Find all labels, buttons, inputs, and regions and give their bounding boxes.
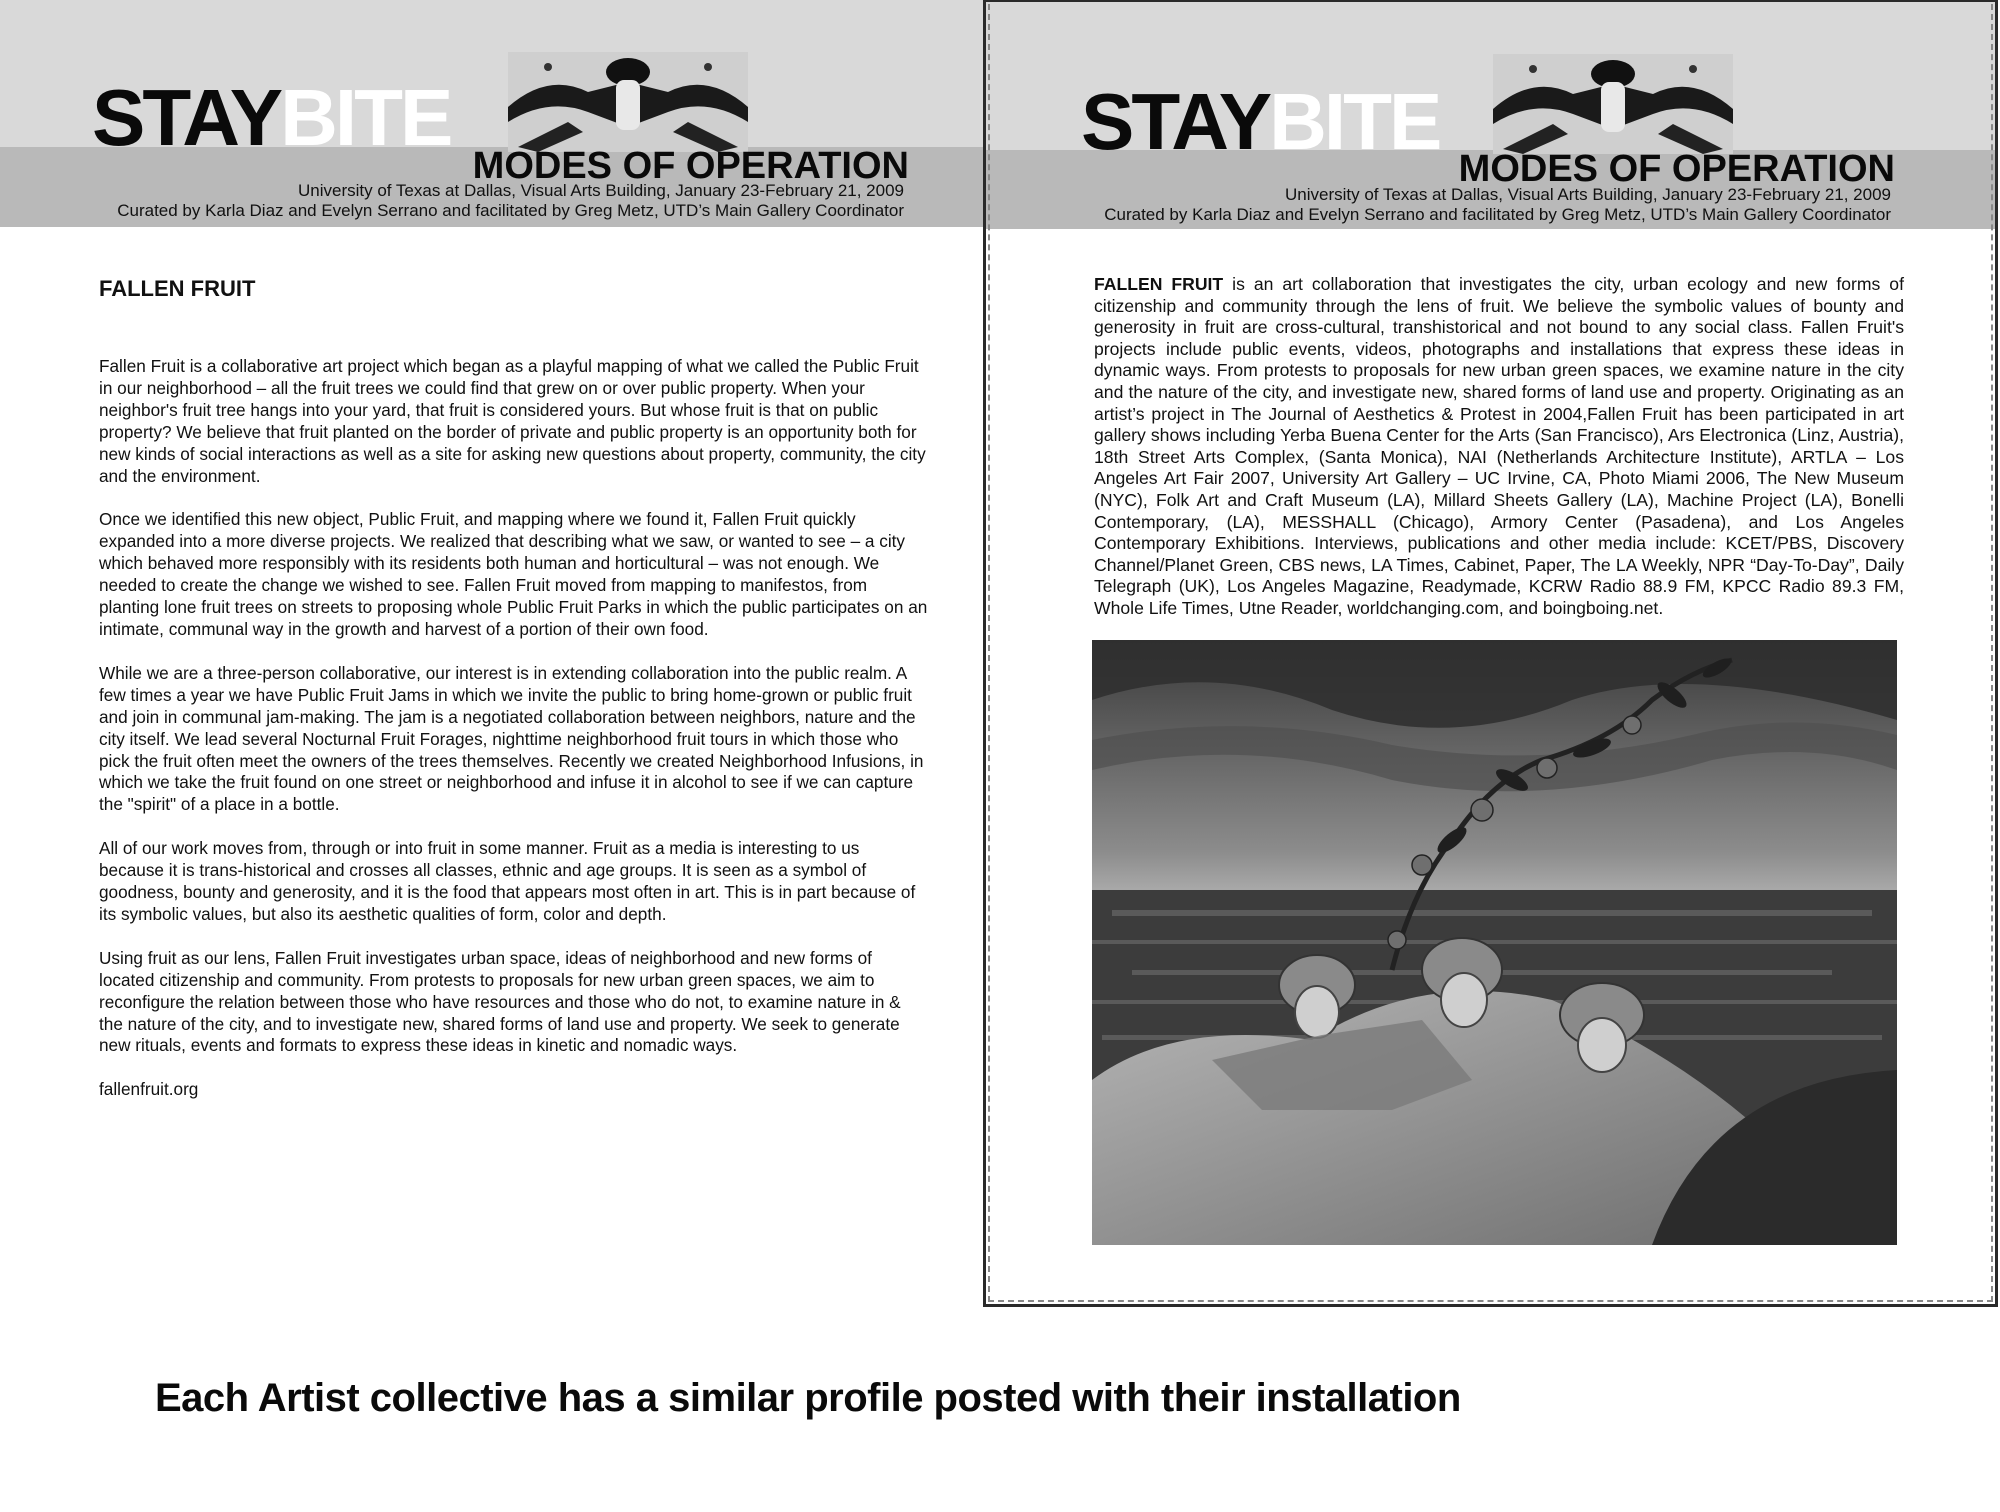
caption: Each Artist collective has a similar profile posted with their installation: [155, 1376, 1461, 1420]
profile-body: [99, 356, 929, 1123]
website-link: fallenfruit.org: [99, 1079, 199, 1100]
modes-title: MODES OF OPERATION: [472, 145, 909, 187]
soldiers-fruit-branch-photo: [1092, 640, 1897, 1245]
staybite-logo: STAYBITE: [92, 73, 451, 162]
profile-text: [1094, 274, 1904, 620]
page-header: [0, 0, 983, 227]
right-profile-page: [983, 0, 1998, 1307]
staybite-logo: STAYBITE: [1081, 77, 1440, 166]
page-header: [986, 2, 1995, 229]
left-profile-page: [0, 0, 983, 1300]
venue-line: University of Texas at Dallas, Visual Arts Building, January 23-February 21, 2009: [297, 181, 904, 200]
profile-lead: FALLEN FRUIT: [1094, 274, 1224, 294]
curators-line: Curated by Karla Diaz and Evelyn Serrano and facilitated by Greg Metz, UTD’s Main Gallery Coordinator: [1104, 205, 1891, 224]
paragraph: Fallen Fruit is a collaborative art project which began as a playful mapping of what we called the Public Fruit in our neighborhood – all the fruit trees we could find that grew on or over public property. When your neighbor's fruit tree hangs into your yard, that fruit is considered yours. But whose fruit is that on public property? We believe that fruit planted on the border of private and public property is an opportunity both for new kinds of social interactions as well as a site for asking new questions about property, community, the city and the environment.: [99, 356, 926, 486]
page-title: FALLEN FRUIT: [99, 276, 256, 301]
mirrored-figure-emblem-icon: [508, 52, 748, 152]
curators-line: Curated by Karla Diaz and Evelyn Serrano and facilitated by Greg Metz, UTD’s Main Gallery Coordinator: [117, 201, 904, 220]
mirrored-figure-emblem-icon: [1493, 54, 1733, 154]
paragraph: All of our work moves from, through or into fruit in some manner. Fruit as a media is interesting to us because it is trans-historical and crosses all classes, ethnic and age groups. It is seen as a symbol of goodness, bounty and generosity, and it is the food that appears most often in art. This is in part because of its symbolic values, but also its aesthetic qualities of form, color and depth.: [99, 838, 916, 924]
paragraph: Using fruit as our lens, Fallen Fruit investigates urban space, ideas of neighborhood and new forms of located citizenship and community. From protests to proposals for new urban green spaces, we aim to reconfigure the relation between those who have resources and those who do not, to examine nature in & the nature of the city, and to investigate new, shared forms of land use and property. We seek to generate new rituals, events and formats to express these ideas in kinetic and nomadic ways.: [99, 947, 901, 1056]
profile-description: is an art collaboration that investigates the city, urban ecology and new forms of citizenship and community through the lens of fruit. We believe the symbolic values of bounty and generosity in fruit are cross-cultural, transhistorical and not bound to any social class. Fallen Fruit's projects include public events, videos, photographs and installations that express these ideas in dynamic ways. From protests to proposals for new urban green spaces, we examine nature in the city and the nature of the city, and investigate new, shared forms of land use and property. Originating as an artist’s project in The Journal of Aesthetics & Protest in 2004,Fallen Fruit has been participated in art gallery shows including Yerba Buena Center for the Arts (San Francisco), Ars Electronica (Linz, Austria), 18th Street Arts Complex, (Santa Monica), NAI (Netherlands Architecture Institute), ARTLA – Los Angeles Art Fair 2007, University Art Gallery – UC Irvine, CA, Photo Miami 2006, The New Museum (NYC), Folk Art and Craft Museum (LA), Millard Sheets Gallery (LA), Machine Project (LA), Bonelli Contemporary, (LA), MESSHALL (Chicago), Armory Center (Pasadena), and Los Angeles Contemporary Exhibitions. Interviews, publications and other media include: KCET/PBS, Discovery Channel/Planet Green, CBS news, LA Times, Cabinet, Paper, The LA Weekly, NPR “Day-To-Day”, Daily Telegraph (UK), Los Angeles Magazine, Readymade, KCRW Radio 88.9 FM, KPCC Radio 89.3 FM, Whole Life Times, Utne Reader, worldchanging.com, and boingboing.net.: [1094, 274, 1904, 618]
modes-title: MODES OF OPERATION: [1458, 148, 1895, 190]
paragraph: Once we identified this new object, Public Fruit, and mapping where we found it, Fallen Fruit quickly expanded into a more diverse projects. We realized that describing what we saw, or wanted to see – a city which behaved more responsibly with its residents both human and horticultural – was not enough. We needed to create the change we wished to see. Fallen Fruit moved from mapping to manifestos, from planting lone fruit trees on streets to proposing whole Public Fruit Parks in which the public participates on an intimate, communal way in the growth and harvest of a portion of their own food.: [99, 509, 928, 639]
paragraph: While we are a three-person collaborative, our interest is in extending collaboration into the public realm. A few times a year we have Public Fruit Jams in which we invite the public to bring home-grown or public fruit and join in communal jam-making. The jam is a negotiated collaboration between neighbors, nature and the city itself. We lead several Nocturnal Fruit Forages, nighttime neighborhood fruit tours in which those who pick the fruit often meet the owners of the trees themselves. Recently we created Neighborhood Infusions, in which we take the fruit found on one street or neighborhood and infuse it in alcohol to see if we can capture the "spirit" of a place in a bottle.: [99, 662, 924, 815]
venue-line: University of Texas at Dallas, Visual Arts Building, January 23-February 21, 2009: [1284, 185, 1891, 204]
